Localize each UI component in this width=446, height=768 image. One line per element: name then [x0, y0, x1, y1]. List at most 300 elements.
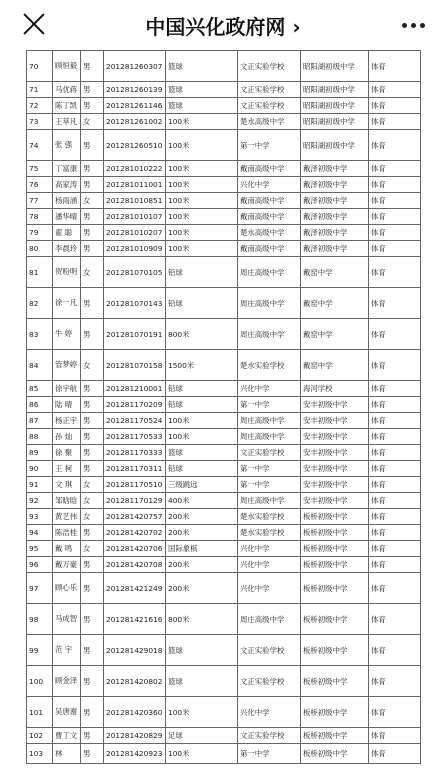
middle-school-cell: 戴窑中学: [301, 319, 369, 350]
gender-cell: 男: [81, 381, 104, 397]
student-id-cell: 201281010851: [104, 193, 166, 209]
subject-cell: 体育: [369, 350, 421, 381]
event-cell: 100米: [166, 161, 238, 177]
student-id-cell: 201281010222: [104, 161, 166, 177]
row-number-cell: 82: [27, 288, 53, 319]
name-cell: 潘华晴: [53, 209, 81, 225]
gender-cell: 男: [81, 573, 104, 604]
gender-cell: 男: [81, 728, 104, 744]
middle-school-cell: 海河学校: [301, 381, 369, 397]
subject-cell: 体育: [369, 525, 421, 541]
gender-cell: 女: [81, 509, 104, 525]
table-row: [27, 697, 421, 728]
high-school-cell: 文正实验学校: [238, 51, 301, 82]
gender-cell: 女: [81, 114, 104, 130]
table-row: [27, 51, 421, 82]
subject-cell: 体育: [369, 541, 421, 557]
middle-school-cell: 安丰初级中学: [301, 429, 369, 445]
high-school-cell: 戴南高级中学: [238, 241, 301, 257]
event-cell: 铅球: [166, 288, 238, 319]
student-id-cell: 201281210001: [104, 381, 166, 397]
gender-cell: 男: [81, 445, 104, 461]
row-number-cell: 84: [27, 350, 53, 381]
table-row: [27, 728, 421, 744]
row-number-cell: 78: [27, 209, 53, 225]
high-school-cell: 周庄高级中学: [238, 429, 301, 445]
student-id-cell: 201281010207: [104, 225, 166, 241]
gender-cell: 女: [81, 493, 104, 509]
row-number-cell: 79: [27, 225, 53, 241]
row-number-cell: 101: [27, 697, 53, 728]
name-cell: 张 强: [53, 130, 81, 161]
gender-cell: 男: [81, 209, 104, 225]
student-id-cell: 201281011001: [104, 177, 166, 193]
event-cell: 100米: [166, 177, 238, 193]
row-number-cell: 103: [27, 744, 53, 764]
row-number-cell: 92: [27, 493, 53, 509]
high-school-cell: 戴南高级中学: [238, 193, 301, 209]
document-view[interactable]: [0, 50, 446, 768]
subject-cell: 体育: [369, 98, 421, 114]
high-school-cell: 楚水实验学校: [238, 350, 301, 381]
student-id-cell: 201281260510: [104, 130, 166, 161]
middle-school-cell: 戴泽初级中学: [301, 161, 369, 177]
gender-cell: 男: [81, 461, 104, 477]
gender-cell: 男: [81, 161, 104, 177]
student-id-cell: 201281261002: [104, 114, 166, 130]
top-navigation-bar: [0, 0, 446, 51]
student-id-cell: 201281010909: [104, 241, 166, 257]
row-number-cell: 86: [27, 397, 53, 413]
row-number-cell: 70: [27, 51, 53, 82]
row-number-cell: 91: [27, 477, 53, 493]
subject-cell: 体育: [369, 209, 421, 225]
table-row: [27, 319, 421, 350]
high-school-cell: 第一中学: [238, 130, 301, 161]
name-cell: 吴唐谢: [53, 697, 81, 728]
event-cell: 三级跳远: [166, 477, 238, 493]
event-cell: 铅球: [166, 397, 238, 413]
event-cell: 铅球: [166, 257, 238, 288]
high-school-cell: 文正实验学校: [238, 98, 301, 114]
student-id-cell: 201281420757: [104, 509, 166, 525]
name-cell: 牛 婷: [53, 319, 81, 350]
high-school-cell: 文正实验学校: [238, 666, 301, 697]
middle-school-cell: 戴窑中学: [301, 257, 369, 288]
table-row: [27, 225, 421, 241]
middle-school-cell: 板桥初级中学: [301, 635, 369, 666]
row-number-cell: 100: [27, 666, 53, 697]
gender-cell: 男: [81, 429, 104, 445]
table-row: [27, 193, 421, 209]
row-number-cell: 96: [27, 557, 53, 573]
event-cell: 100米: [166, 744, 238, 764]
event-cell: 铅球: [166, 461, 238, 477]
student-id-cell: 201281420708: [104, 557, 166, 573]
gender-cell: 男: [81, 82, 104, 98]
student-id-cell: 201281420923: [104, 744, 166, 764]
gender-cell: 女: [81, 193, 104, 209]
table-row: [27, 82, 421, 98]
gender-cell: 男: [81, 413, 104, 429]
high-school-cell: 文正实验学校: [238, 82, 301, 98]
student-id-cell: 201281170524: [104, 413, 166, 429]
gender-cell: 男: [81, 397, 104, 413]
table-row: [27, 445, 421, 461]
name-cell: 马优蒋: [53, 82, 81, 98]
subject-cell: 体育: [369, 82, 421, 98]
gender-cell: 男: [81, 51, 104, 82]
high-school-cell: 周庄高级中学: [238, 257, 301, 288]
table-row: [27, 744, 421, 764]
row-number-cell: 95: [27, 541, 53, 557]
event-cell: 400米: [166, 493, 238, 509]
table-row: [27, 461, 421, 477]
high-school-cell: 楚水实验学校: [238, 509, 301, 525]
subject-cell: 体育: [369, 114, 421, 130]
row-number-cell: 85: [27, 381, 53, 397]
student-id-cell: 201281070191: [104, 319, 166, 350]
table-row: [27, 635, 421, 666]
gender-cell: 女: [81, 477, 104, 493]
table-row: [27, 413, 421, 429]
subject-cell: 体育: [369, 728, 421, 744]
student-id-cell: 201281421249: [104, 573, 166, 604]
high-school-cell: 兴化中学: [238, 541, 301, 557]
subject-cell: 体育: [369, 557, 421, 573]
table-row: [27, 114, 421, 130]
student-id-cell: 201281421616: [104, 604, 166, 635]
subject-cell: 体育: [369, 744, 421, 764]
table-row: [27, 573, 421, 604]
event-cell: 100米: [166, 697, 238, 728]
middle-school-cell: 板桥初级中学: [301, 728, 369, 744]
event-cell: 篮球: [166, 51, 238, 82]
row-number-cell: 81: [27, 257, 53, 288]
subject-cell: 体育: [369, 397, 421, 413]
gender-cell: 男: [81, 241, 104, 257]
row-number-cell: 77: [27, 193, 53, 209]
table-row: [27, 381, 421, 397]
high-school-cell: 文正实验学校: [238, 635, 301, 666]
subject-cell: 体育: [369, 461, 421, 477]
page-title[interactable]: 中国兴化政府网 ›: [145, 15, 301, 39]
gender-cell: 男: [81, 557, 104, 573]
high-school-cell: 楚水高级中学: [238, 225, 301, 241]
name-cell: 翟 聪: [53, 225, 81, 241]
middle-school-cell: 昭阳湖初级中学: [301, 51, 369, 82]
row-number-cell: 88: [27, 429, 53, 445]
subject-cell: 体育: [369, 635, 421, 666]
event-cell: 铅球: [166, 381, 238, 397]
student-id-cell: 201281010107: [104, 209, 166, 225]
name-cell: 林: [53, 744, 81, 764]
name-cell: 杨正宇: [53, 413, 81, 429]
row-number-cell: 99: [27, 635, 53, 666]
name-cell: 戴 鸣: [53, 541, 81, 557]
high-school-cell: 文正实验学校: [238, 445, 301, 461]
name-cell: 曹丁文: [53, 728, 81, 744]
subject-cell: 体育: [369, 241, 421, 257]
middle-school-cell: 板桥初级中学: [301, 557, 369, 573]
high-school-cell: 兴化中学: [238, 573, 301, 604]
student-id-cell: 201281420829: [104, 728, 166, 744]
table-row: [27, 257, 421, 288]
subject-cell: 体育: [369, 413, 421, 429]
name-cell: 马成智: [53, 604, 81, 635]
event-cell: 足球: [166, 728, 238, 744]
name-cell: 管梦婷: [53, 350, 81, 381]
subject-cell: 体育: [369, 429, 421, 445]
table-row: [27, 493, 421, 509]
name-cell: 丁富康: [53, 161, 81, 177]
subject-cell: 体育: [369, 493, 421, 509]
subject-cell: 体育: [369, 573, 421, 604]
name-cell: 顾金泽: [53, 666, 81, 697]
middle-school-cell: 戴泽初级中学: [301, 177, 369, 193]
event-cell: 200米: [166, 573, 238, 604]
gender-cell: 男: [81, 744, 104, 764]
middle-school-cell: 戴泽初级中学: [301, 225, 369, 241]
event-cell: 100米: [166, 413, 238, 429]
row-number-cell: 71: [27, 82, 53, 98]
row-number-cell: 72: [27, 98, 53, 114]
middle-school-cell: 板桥初级中学: [301, 509, 369, 525]
middle-school-cell: 昭阳湖初级中学: [301, 82, 369, 98]
student-id-cell: 201281170533: [104, 429, 166, 445]
middle-school-cell: 板桥初级中学: [301, 666, 369, 697]
event-cell: 100米: [166, 225, 238, 241]
student-table: [26, 50, 421, 764]
subject-cell: 体育: [369, 697, 421, 728]
gender-cell: 男: [81, 635, 104, 666]
name-cell: 王 柯: [53, 461, 81, 477]
table-row: [27, 350, 421, 381]
gender-cell: 男: [81, 225, 104, 241]
middle-school-cell: 昭阳湖初级中学: [301, 98, 369, 114]
table-row: [27, 604, 421, 635]
name-cell: 陆 晴: [53, 397, 81, 413]
student-id-cell: 201281170311: [104, 461, 166, 477]
table-row: [27, 98, 421, 114]
row-number-cell: 102: [27, 728, 53, 744]
subject-cell: 体育: [369, 666, 421, 697]
event-cell: 100米: [166, 114, 238, 130]
subject-cell: 体育: [369, 445, 421, 461]
event-cell: 国际象棋: [166, 541, 238, 557]
subject-cell: 体育: [369, 257, 421, 288]
row-number-cell: 80: [27, 241, 53, 257]
table-row: [27, 177, 421, 193]
row-number-cell: 74: [27, 130, 53, 161]
event-cell: 篮球: [166, 82, 238, 98]
event-cell: 100米: [166, 209, 238, 225]
name-cell: 徐 聚: [53, 445, 81, 461]
event-cell: 篮球: [166, 666, 238, 697]
middle-school-cell: 安丰初级中学: [301, 461, 369, 477]
gender-cell: 男: [81, 177, 104, 193]
high-school-cell: 文正实验学校: [238, 728, 301, 744]
high-school-cell: 周庄高级中学: [238, 493, 301, 509]
student-id-cell: 201281261146: [104, 98, 166, 114]
middle-school-cell: 安丰初级中学: [301, 397, 369, 413]
student-id-cell: 201281420702: [104, 525, 166, 541]
name-cell: 范 宇: [53, 635, 81, 666]
student-id-cell: 201281170209: [104, 397, 166, 413]
gender-cell: 男: [81, 288, 104, 319]
subject-cell: 体育: [369, 51, 421, 82]
table-row: [27, 397, 421, 413]
row-number-cell: 94: [27, 525, 53, 541]
table-row: [27, 241, 421, 257]
event-cell: 200米: [166, 509, 238, 525]
high-school-cell: 兴化中学: [238, 177, 301, 193]
student-id-cell: 201281070105: [104, 257, 166, 288]
row-number-cell: 83: [27, 319, 53, 350]
subject-cell: 体育: [369, 381, 421, 397]
high-school-cell: 周庄高级中学: [238, 288, 301, 319]
high-school-cell: 兴化中学: [238, 557, 301, 573]
high-school-cell: 第一中学: [238, 744, 301, 764]
middle-school-cell: 板桥初级中学: [301, 573, 369, 604]
subject-cell: 体育: [369, 130, 421, 161]
row-number-cell: 89: [27, 445, 53, 461]
row-number-cell: 97: [27, 573, 53, 604]
name-cell: 戴万豪: [53, 557, 81, 573]
gender-cell: 男: [81, 319, 104, 350]
middle-school-cell: 安丰初级中学: [301, 477, 369, 493]
middle-school-cell: 板桥初级中学: [301, 697, 369, 728]
student-id-cell: 201281170510: [104, 477, 166, 493]
table-row: [27, 666, 421, 697]
row-number-cell: 76: [27, 177, 53, 193]
subject-cell: 体育: [369, 177, 421, 193]
table-row: [27, 525, 421, 541]
high-school-cell: 第一中学: [238, 397, 301, 413]
name-cell: 黄艺伟: [53, 509, 81, 525]
name-cell: 贺粉明: [53, 257, 81, 288]
gender-cell: 男: [81, 697, 104, 728]
student-id-cell: 201281429018: [104, 635, 166, 666]
middle-school-cell: 安丰初级中学: [301, 493, 369, 509]
row-number-cell: 90: [27, 461, 53, 477]
name-cell: 徐宇航: [53, 381, 81, 397]
row-number-cell: 87: [27, 413, 53, 429]
table-row: [27, 477, 421, 493]
name-cell: 顾心乐: [53, 573, 81, 604]
row-number-cell: 98: [27, 604, 53, 635]
high-school-cell: 楚水实验学校: [238, 525, 301, 541]
name-cell: 陈丁凯: [53, 98, 81, 114]
table-row: [27, 509, 421, 525]
name-cell: 陈浩桂: [53, 525, 81, 541]
event-cell: 1500米: [166, 350, 238, 381]
subject-cell: 体育: [369, 509, 421, 525]
gender-cell: 男: [81, 525, 104, 541]
gender-cell: 女: [81, 350, 104, 381]
subject-cell: 体育: [369, 477, 421, 493]
high-school-cell: 戴南高级中学: [238, 209, 301, 225]
row-number-cell: 93: [27, 509, 53, 525]
name-cell: 邹晗晗: [53, 493, 81, 509]
middle-school-cell: 板桥初级中学: [301, 604, 369, 635]
middle-school-cell: 板桥初级中学: [301, 525, 369, 541]
high-school-cell: 第一中学: [238, 461, 301, 477]
table-row: [27, 288, 421, 319]
gender-cell: 女: [81, 257, 104, 288]
high-school-cell: 周庄高级中学: [238, 604, 301, 635]
student-id-cell: 201281420706: [104, 541, 166, 557]
name-cell: 孙 灿: [53, 429, 81, 445]
middle-school-cell: 昭阳湖初级中学: [301, 114, 369, 130]
event-cell: 篮球: [166, 98, 238, 114]
row-number-cell: 73: [27, 114, 53, 130]
table-row: [27, 130, 421, 161]
table-row: [27, 161, 421, 177]
gender-cell: 男: [81, 130, 104, 161]
middle-school-cell: 戴泽初级中学: [301, 241, 369, 257]
table-row: [27, 429, 421, 445]
middle-school-cell: 安丰初级中学: [301, 413, 369, 429]
event-cell: 篮球: [166, 635, 238, 666]
student-id-cell: 201281420360: [104, 697, 166, 728]
middle-school-cell: 戴窑中学: [301, 350, 369, 381]
event-cell: 100米: [166, 130, 238, 161]
event-cell: 200米: [166, 557, 238, 573]
high-school-cell: 兴化中学: [238, 381, 301, 397]
event-cell: 800米: [166, 604, 238, 635]
subject-cell: 体育: [369, 161, 421, 177]
name-cell: 文 琪: [53, 477, 81, 493]
middle-school-cell: 戴泽初级中学: [301, 209, 369, 225]
student-id-cell: 201281170333: [104, 445, 166, 461]
event-cell: 100米: [166, 193, 238, 209]
name-cell: 王萃凡: [53, 114, 81, 130]
middle-school-cell: 昭阳湖初级中学: [301, 130, 369, 161]
event-cell: 100米: [166, 429, 238, 445]
high-school-cell: 戴南高级中学: [238, 161, 301, 177]
gender-cell: 女: [81, 541, 104, 557]
middle-school-cell: 安丰初级中学: [301, 445, 369, 461]
subject-cell: 体育: [369, 319, 421, 350]
student-id-cell: 201281170129: [104, 493, 166, 509]
row-number-cell: 75: [27, 161, 53, 177]
event-cell: 100米: [166, 241, 238, 257]
middle-school-cell: 板桥初级中学: [301, 744, 369, 764]
name-cell: 杨雨涵: [53, 193, 81, 209]
event-cell: 800米: [166, 319, 238, 350]
student-id-cell: 201281260307: [104, 51, 166, 82]
name-cell: 高家涛: [53, 177, 81, 193]
student-id-cell: 201281070143: [104, 288, 166, 319]
high-school-cell: 兴化中学: [238, 697, 301, 728]
name-cell: 顾恒毅: [53, 51, 81, 82]
subject-cell: 体育: [369, 225, 421, 241]
event-cell: 200米: [166, 525, 238, 541]
student-id-cell: 201281420802: [104, 666, 166, 697]
student-id-cell: 201281070158: [104, 350, 166, 381]
event-cell: 篮球: [166, 445, 238, 461]
subject-cell: 体育: [369, 288, 421, 319]
gender-cell: 男: [81, 666, 104, 697]
subject-cell: 体育: [369, 193, 421, 209]
high-school-cell: 楚水高级中学: [238, 114, 301, 130]
more-options-icon[interactable]: [402, 23, 426, 29]
student-id-cell: 201281260139: [104, 82, 166, 98]
gender-cell: 男: [81, 604, 104, 635]
middle-school-cell: 戴窑中学: [301, 288, 369, 319]
table-row: [27, 209, 421, 225]
